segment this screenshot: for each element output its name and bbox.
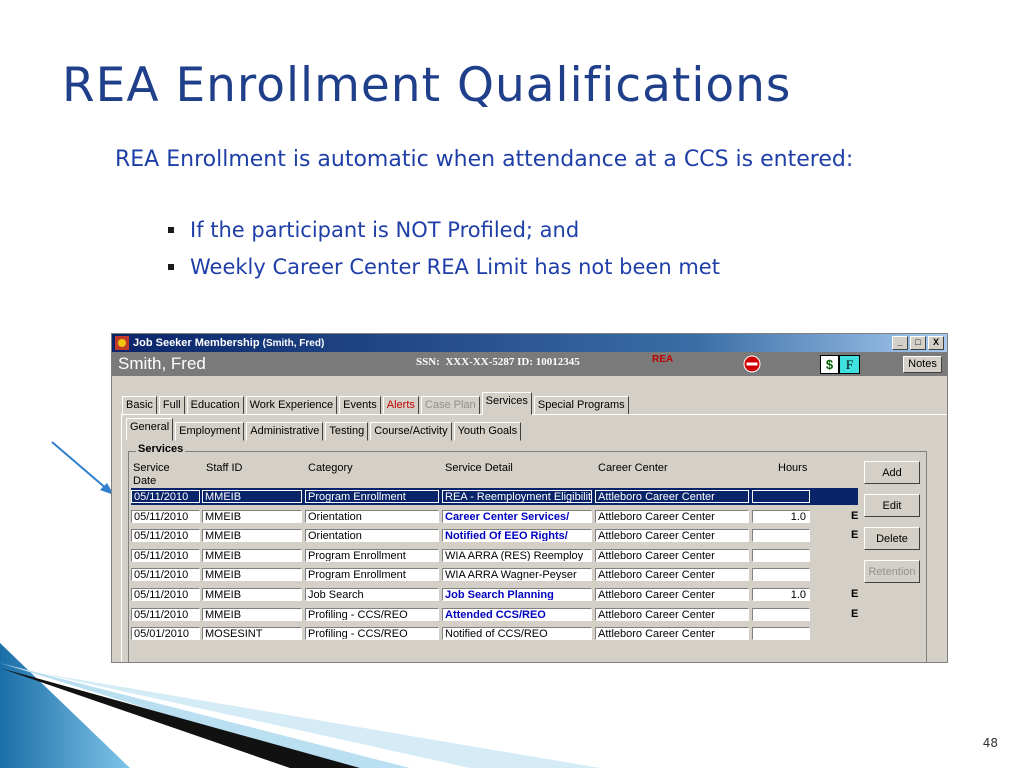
stop-icon[interactable] bbox=[743, 355, 761, 373]
cell-staff[interactable]: MMEIB bbox=[202, 608, 302, 621]
cell-hours[interactable]: 1.0 bbox=[752, 588, 810, 601]
cell-date[interactable]: 05/11/2010 bbox=[131, 608, 200, 621]
cell-date[interactable]: 05/11/2010 bbox=[131, 510, 200, 523]
tab-full[interactable]: Full bbox=[159, 396, 185, 415]
main-tabs bbox=[122, 396, 631, 415]
col-header-category: Category bbox=[308, 462, 353, 474]
table-row[interactable] bbox=[131, 586, 858, 603]
tab-events[interactable]: Events bbox=[339, 396, 381, 415]
cell-center[interactable]: Attleboro Career Center bbox=[595, 608, 749, 621]
cell-detail[interactable]: Job Search Planning bbox=[442, 588, 592, 601]
sub-tabs bbox=[126, 422, 523, 441]
cell-staff[interactable]: MMEIB bbox=[202, 568, 302, 581]
tab-course-activity[interactable]: Course/Activity bbox=[370, 422, 451, 441]
minimize-button[interactable]: _ bbox=[892, 336, 908, 350]
window-title: Job Seeker Membership bbox=[133, 337, 260, 349]
cell-hours[interactable] bbox=[752, 608, 810, 621]
cell-date[interactable]: 05/11/2010 bbox=[131, 568, 200, 581]
cell-category[interactable]: Orientation bbox=[305, 510, 439, 523]
participant-bar bbox=[112, 352, 947, 376]
table-row[interactable] bbox=[131, 508, 858, 525]
f-button[interactable]: F bbox=[839, 355, 860, 374]
table-row[interactable] bbox=[131, 547, 858, 564]
row-flag: E bbox=[851, 607, 859, 620]
retention-button[interactable]: Retention bbox=[864, 560, 920, 583]
cell-staff[interactable]: MMEIB bbox=[202, 529, 302, 542]
cell-detail[interactable]: Career Center Services/ bbox=[442, 510, 592, 523]
row-flag: E bbox=[851, 588, 859, 600]
cell-hours[interactable] bbox=[752, 490, 810, 503]
cell-detail[interactable]: WIA ARRA Wagner-Peyser bbox=[442, 568, 592, 581]
cell-staff[interactable]: MMEIB bbox=[202, 588, 302, 601]
cell-detail[interactable]: Attended CCS/REO bbox=[442, 608, 592, 621]
sub-bullet-text: Weekly Career Center REA Limit has not been met bbox=[190, 255, 720, 279]
bullet-square-icon bbox=[168, 227, 174, 233]
tab-services[interactable]: Services bbox=[482, 392, 532, 415]
bullet-square-icon bbox=[168, 264, 174, 270]
job-seeker-window bbox=[111, 333, 948, 663]
col-header-hours: Hours bbox=[778, 462, 808, 474]
tab-youth-goals[interactable]: Youth Goals bbox=[454, 422, 522, 441]
col-header-service-date: Service Date bbox=[133, 462, 170, 487]
cell-hours[interactable] bbox=[752, 568, 810, 581]
table-row[interactable] bbox=[131, 566, 858, 583]
row-flag: E bbox=[851, 529, 859, 542]
table-row[interactable] bbox=[131, 606, 858, 623]
col-header-career-center: Career Center bbox=[598, 462, 668, 474]
cell-date[interactable]: 05/01/2010 bbox=[131, 627, 200, 640]
cell-center[interactable]: Attleboro Career Center bbox=[595, 529, 749, 542]
tab-basic[interactable]: Basic bbox=[122, 396, 157, 415]
cell-date[interactable]: 05/11/2010 bbox=[131, 529, 200, 542]
tab-general[interactable]: General bbox=[126, 418, 173, 441]
tab-case-plan[interactable]: Case Plan bbox=[421, 396, 480, 415]
cell-staff[interactable]: MMEIB bbox=[202, 490, 302, 503]
notes-button[interactable]: Notes bbox=[903, 356, 942, 373]
main-bullet: REA Enrollment is automatic when attendance at a CCS is entered: bbox=[115, 147, 854, 172]
cell-category[interactable]: Program Enrollment bbox=[305, 568, 439, 581]
page-number: 48 bbox=[982, 736, 998, 750]
cell-staff[interactable]: MMEIB bbox=[202, 549, 302, 562]
tab-administrative[interactable]: Administrative bbox=[246, 422, 323, 441]
cell-category[interactable]: Profiling - CCS/REO bbox=[305, 608, 439, 621]
ssn-id-line: SSN: XXX-XX-5287 ID: 10012345 bbox=[416, 356, 580, 368]
tab-alerts[interactable]: Alerts bbox=[383, 396, 419, 415]
cell-date[interactable]: 05/11/2010 bbox=[131, 490, 200, 503]
participant-name: Smith, Fred bbox=[118, 354, 206, 373]
cell-detail[interactable]: REA - Reemployment Eligibilit bbox=[442, 490, 592, 503]
maximize-button[interactable]: □ bbox=[910, 336, 926, 350]
col-header-service-detail: Service Detail bbox=[445, 462, 513, 474]
table-row[interactable] bbox=[131, 527, 858, 544]
table-row[interactable] bbox=[131, 488, 858, 505]
cell-date[interactable]: 05/11/2010 bbox=[131, 549, 200, 562]
cell-category[interactable]: Profiling - CCS/REO bbox=[305, 627, 439, 640]
tab-special-programs[interactable]: Special Programs bbox=[534, 396, 629, 415]
cell-center[interactable]: Attleboro Career Center bbox=[595, 568, 749, 581]
cell-staff[interactable]: MOSESINT bbox=[202, 627, 302, 640]
tab-testing[interactable]: Testing bbox=[325, 422, 368, 441]
cell-date[interactable]: 05/11/2010 bbox=[131, 588, 200, 601]
add-button[interactable]: Add bbox=[864, 461, 920, 484]
window-titlebar[interactable] bbox=[112, 334, 947, 352]
services-group-label: Services bbox=[138, 443, 184, 455]
cell-category[interactable]: Program Enrollment bbox=[305, 490, 439, 503]
col-header-staff-id: Staff ID bbox=[206, 462, 243, 474]
edit-button[interactable]: Edit bbox=[864, 494, 920, 517]
window-title-suffix: (Smith, Fred) bbox=[262, 337, 325, 349]
dollar-button[interactable]: $ bbox=[820, 355, 839, 374]
tab-employment[interactable]: Employment bbox=[175, 422, 244, 441]
cell-center[interactable]: Attleboro Career Center bbox=[595, 627, 749, 640]
cell-center[interactable]: Attleboro Career Center bbox=[595, 510, 749, 523]
tab-work-experience[interactable]: Work Experience bbox=[246, 396, 338, 415]
cell-hours[interactable] bbox=[752, 549, 810, 562]
cell-hours[interactable] bbox=[752, 529, 810, 542]
sub-bullet-2 bbox=[168, 255, 720, 279]
cell-center[interactable]: Attleboro Career Center bbox=[595, 549, 749, 562]
cell-category[interactable]: Program Enrollment bbox=[305, 549, 439, 562]
pointer-arrow-icon bbox=[50, 440, 120, 500]
slide-title: REA Enrollment Qualifications bbox=[62, 58, 792, 113]
cell-hours[interactable]: 1.0 bbox=[752, 510, 810, 523]
tab-education[interactable]: Education bbox=[187, 396, 244, 415]
table-row[interactable] bbox=[131, 625, 858, 642]
delete-button[interactable]: Delete bbox=[864, 527, 920, 550]
close-button[interactable]: X bbox=[928, 336, 944, 350]
cell-detail[interactable]: Notified Of EEO Rights/ bbox=[442, 529, 592, 542]
cell-detail[interactable]: Notified of CCS/REO bbox=[442, 627, 592, 640]
sub-bullet-text: If the participant is NOT Profiled; and bbox=[190, 218, 580, 242]
cell-center[interactable]: Attleboro Career Center bbox=[595, 490, 749, 503]
cell-category[interactable]: Orientation bbox=[305, 529, 439, 542]
cell-category[interactable]: Job Search bbox=[305, 588, 439, 601]
cell-staff[interactable]: MMEIB bbox=[202, 510, 302, 523]
cell-hours[interactable] bbox=[752, 627, 810, 640]
row-flag: E bbox=[851, 509, 859, 522]
rea-badge-icon[interactable]: REA bbox=[652, 354, 674, 365]
cell-detail[interactable]: WIA ARRA (RES) Reemploy bbox=[442, 549, 592, 562]
sub-bullet-1 bbox=[168, 218, 579, 242]
cell-center[interactable]: Attleboro Career Center bbox=[595, 588, 749, 601]
app-icon bbox=[115, 336, 129, 350]
